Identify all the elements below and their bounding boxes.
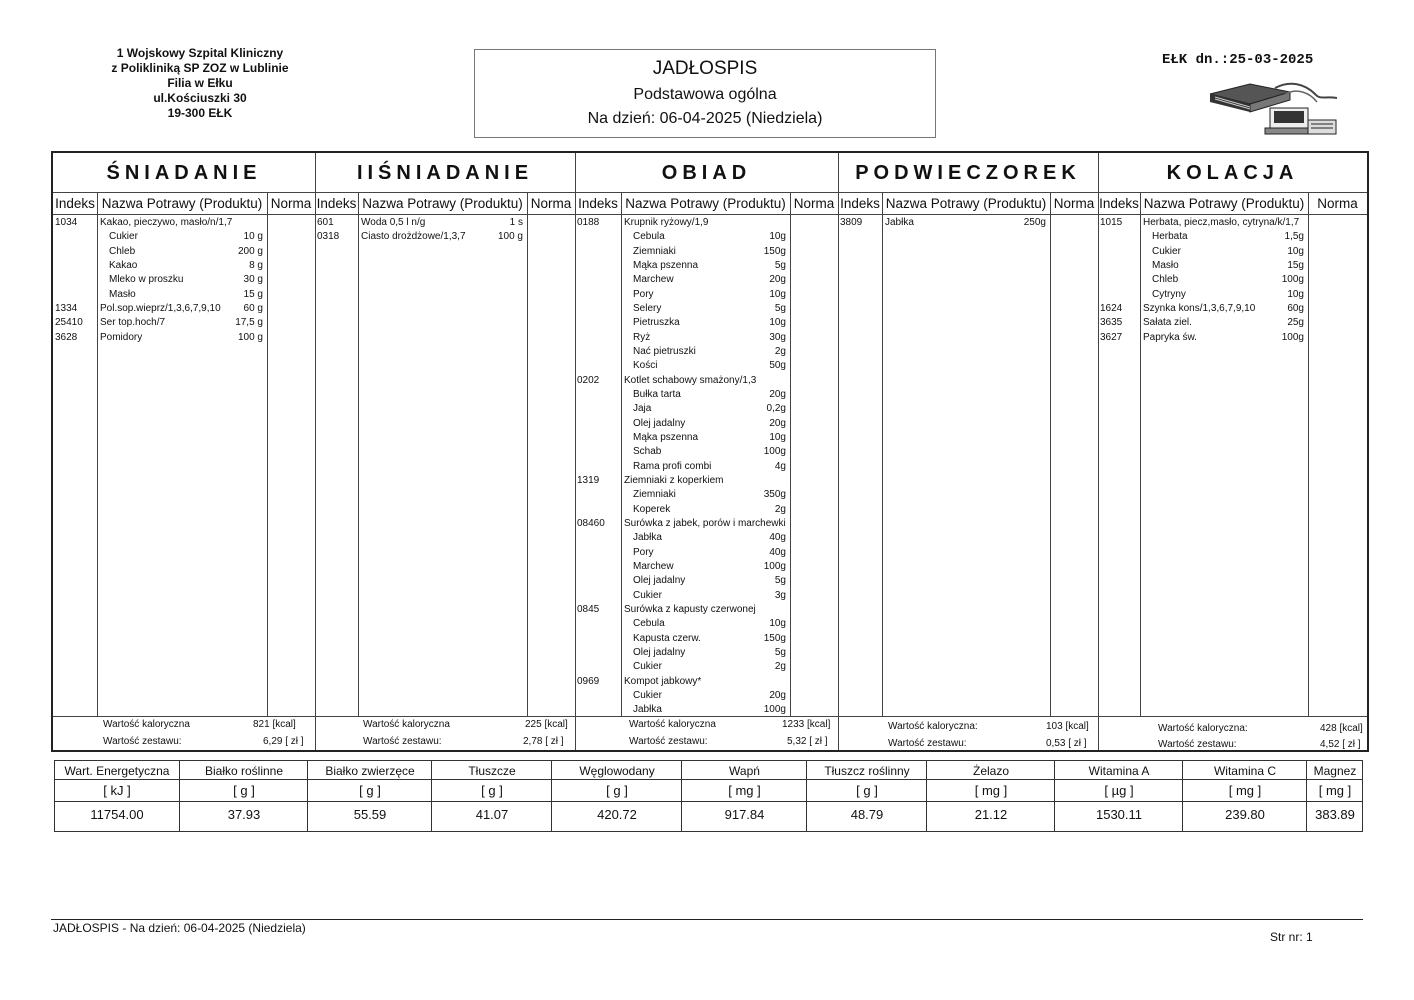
hospital-line: 1 Wojskowy Szpital Kliniczny <box>116 46 284 60</box>
row-name: Marchew <box>633 560 674 572</box>
row-name: Kakao <box>109 259 138 271</box>
meal-title: KOLACJA <box>1098 153 1367 193</box>
row-quantity: 0,2g <box>766 403 786 415</box>
row-name: Pory <box>633 546 654 558</box>
row-quantity: 100g <box>1281 274 1304 286</box>
zestaw-value: 4,52 [ zł ] <box>1320 739 1361 750</box>
row-name: Masło <box>1152 259 1179 271</box>
row-quantity: 2g <box>774 345 786 357</box>
row-quantity: 20g <box>769 388 786 400</box>
kcal-label: Wartość kaloryczna <box>363 719 450 730</box>
row-index: 0318 <box>317 231 340 243</box>
row-quantity: 30g <box>769 331 786 343</box>
row-quantity: 60 g <box>243 302 263 314</box>
column-divider <box>358 193 359 716</box>
col-header-indeks: Indeks <box>838 193 882 215</box>
row-name: Kompot jabkowy* <box>624 675 702 687</box>
nutrient-label: Tłuszcz roślinny <box>824 764 910 778</box>
nutrient-label: Węglowodany <box>579 764 655 778</box>
row-quantity: 20g <box>769 274 786 286</box>
row-name: Ziemniaki z koperkiem <box>624 474 724 486</box>
nutrition-column <box>926 761 1055 831</box>
summary-divider <box>1098 716 1367 717</box>
col-header-nazwa: Nazwa Potrawy (Produktu) <box>621 193 790 215</box>
row-index: 3635 <box>1100 317 1123 329</box>
nutrient-label: Tłuszcze <box>468 764 516 778</box>
zestaw-value: 0,53 [ zł ] <box>1046 738 1087 749</box>
row-name: Olej jadalny <box>633 646 686 658</box>
row-quantity: 10g <box>1287 288 1304 300</box>
nutrient-value: 11754.00 <box>90 807 144 822</box>
diet-name: Podstawowa ogólna <box>633 86 777 103</box>
row-name: Pomidory <box>100 331 143 343</box>
nutrient-unit: [ g ] <box>481 783 503 798</box>
row-name: Szynka kons/1,3,6,7,9,10 <box>1143 302 1256 314</box>
row-quantity: 5g <box>774 575 786 587</box>
zestaw-label: Wartość zestawu: <box>888 738 967 749</box>
meal-title: OBIAD <box>575 153 838 193</box>
nutrient-value: 420.72 <box>597 807 637 822</box>
meal-kolacja <box>1098 153 1367 750</box>
nutrient-unit: [ kJ ] <box>103 783 131 798</box>
row-name: Kakao, pieczywo, masło/n/1,7 <box>100 217 233 228</box>
row-index: 0188 <box>577 217 600 228</box>
kcal-value: 821 [kcal] <box>253 719 296 730</box>
column-divider <box>527 193 528 716</box>
nutrient-unit: [ mg ] <box>974 783 1008 798</box>
row-quantity: 100 g <box>497 231 523 243</box>
row-index: 3809 <box>840 217 863 228</box>
row-name: Mąka pszenna <box>633 431 699 443</box>
col-header-indeks: Indeks <box>575 193 621 215</box>
footer-text: JADŁOSPIS - Na dzień: 06-04-2025 (Niedziela) <box>53 921 306 935</box>
row-name: Cebula <box>633 231 665 243</box>
row-name: Jabłka <box>885 217 914 228</box>
row-quantity: 100 g <box>237 331 263 343</box>
col-header-indeks: Indeks <box>315 193 358 215</box>
nutrient-value: 383.89 <box>1315 807 1355 822</box>
row-name: Krupnik ryżowy/1,9 <box>624 217 709 228</box>
row-name: Cukier <box>633 689 662 701</box>
col-header-norma: Norma <box>527 193 575 215</box>
row-index: 3628 <box>55 331 78 343</box>
row-index: 3627 <box>1100 331 1123 343</box>
kcal-label: Wartość kaloryczna <box>103 719 190 730</box>
meal-ii-sniadanie <box>315 153 575 750</box>
row-index: 0845 <box>577 603 600 615</box>
column-divider <box>790 193 791 716</box>
zestaw-value: 6,29 [ zł ] <box>263 736 304 747</box>
menu-table <box>51 151 1369 752</box>
row-index: 1015 <box>1100 217 1123 228</box>
meal-obiad <box>575 153 838 750</box>
row-name: Sałata ziel. <box>1143 317 1192 329</box>
meal-sniadanie <box>53 153 315 750</box>
row-name: Chleb <box>1152 274 1179 286</box>
column-divider <box>97 193 98 716</box>
row-quantity: 10 g <box>243 231 263 243</box>
summary-divider <box>575 716 838 717</box>
row-quantity: 250g <box>1023 217 1046 228</box>
row-quantity: 17,5 g <box>235 317 263 329</box>
row-quantity: 10g <box>1287 245 1304 257</box>
row-name: Nać pietruszki <box>633 345 696 357</box>
row-name: Cukier <box>633 589 662 601</box>
title-box <box>474 49 936 138</box>
column-divider <box>267 193 268 716</box>
nutrient-label: Wapń <box>729 764 760 778</box>
nutrition-column <box>431 761 552 831</box>
nutrient-label: Magnez <box>1313 764 1357 778</box>
row-name: Ser top.hoch/7 <box>100 317 166 329</box>
row-name: Cukier <box>109 231 138 243</box>
row-index: 1034 <box>55 217 78 228</box>
col-header-indeks: Indeks <box>53 193 97 215</box>
nutrient-unit: [ g ] <box>606 783 628 798</box>
hospital-line: 19-300 EŁK <box>167 106 233 120</box>
column-divider <box>1308 193 1309 716</box>
nutrient-unit: [ mg ] <box>728 783 761 798</box>
nutrient-label: Witamina A <box>1088 764 1150 778</box>
col-header-norma: Norma <box>1308 193 1367 215</box>
nutrition-column <box>1054 761 1183 831</box>
nutrient-label: Białko roślinne <box>204 764 284 778</box>
summary-divider <box>838 716 1098 717</box>
kcal-label: Wartość kaloryczna <box>629 719 716 730</box>
row-name: Rama profi combi <box>633 460 712 472</box>
nutrient-value: 37.93 <box>227 807 261 822</box>
row-name: Pol.sop.wieprz/1,3,6,7,9,10 <box>100 302 221 314</box>
row-quantity: 2g <box>774 503 786 515</box>
row-quantity: 20g <box>769 417 786 429</box>
row-name: Ziemniaki <box>633 489 676 501</box>
row-quantity: 100g <box>1281 331 1304 343</box>
nutrient-unit: [ g ] <box>233 783 255 798</box>
row-name: Ciasto drożdżowe/1,3,7 <box>361 231 466 243</box>
row-quantity: 200 g <box>237 245 263 257</box>
row-quantity: 60g <box>1287 302 1304 314</box>
nutrient-value: 239.80 <box>1225 807 1265 822</box>
nutrient-value: 21.12 <box>974 807 1008 822</box>
row-quantity: 100g <box>763 446 786 458</box>
col-header-nazwa: Nazwa Potrawy (Produktu) <box>882 193 1050 215</box>
column-divider <box>882 193 883 716</box>
kcal-value: 428 [kcal] <box>1320 723 1363 734</box>
row-quantity: 15 g <box>243 288 263 300</box>
nutrient-unit: [ g ] <box>359 783 381 798</box>
row-index: 25410 <box>55 317 83 329</box>
nutrient-value: 41.07 <box>475 807 509 822</box>
meal-podwieczorek <box>838 153 1098 750</box>
row-quantity: 350g <box>763 489 786 501</box>
row-name: Olej jadalny <box>633 575 686 587</box>
row-quantity: 30 g <box>243 274 263 286</box>
zestaw-value: 2,78 [ zł ] <box>523 736 564 747</box>
row-name: Surówka z jabek, porów i marchewki <box>624 517 786 529</box>
row-name: Jabłka <box>633 532 662 544</box>
nutrition-column <box>307 761 432 831</box>
nutrition-column <box>551 761 682 831</box>
row-name: Cebula <box>633 618 665 630</box>
row-name: Koperek <box>633 503 671 515</box>
row-name: Cukier <box>1152 245 1181 257</box>
col-header-nazwa: Nazwa Potrawy (Produktu) <box>1140 193 1308 215</box>
row-name: Papryka św. <box>1143 331 1197 343</box>
row-quantity: 10g <box>769 431 786 443</box>
row-quantity: 10g <box>769 317 786 329</box>
row-name: Selery <box>633 302 662 314</box>
nutrition-column <box>55 761 179 831</box>
row-name: Pietruszka <box>633 317 680 329</box>
nutrition-column <box>1182 761 1307 831</box>
row-name: Kotlet schabowy smażony/1,3 <box>624 374 757 386</box>
row-quantity: 3g <box>774 589 786 601</box>
kcal-label: Wartość kaloryczna: <box>888 721 978 732</box>
row-index: 1624 <box>1100 302 1123 314</box>
column-divider <box>1140 193 1141 716</box>
row-quantity: 10g <box>769 288 786 300</box>
nutrient-value: 55.59 <box>353 807 387 822</box>
row-name: Cytryny <box>1152 288 1186 300</box>
zestaw-label: Wartość zestawu: <box>103 736 182 747</box>
summary-divider <box>315 716 575 717</box>
row-index: 1319 <box>577 474 600 486</box>
row-name: Masło <box>109 288 136 300</box>
row-quantity: 10g <box>769 231 786 243</box>
row-quantity: 5g <box>774 646 786 658</box>
row-index: 0969 <box>577 675 600 687</box>
row-name: Olej jadalny <box>633 417 686 429</box>
nutrition-column <box>806 761 927 831</box>
row-quantity: 40g <box>769 546 786 558</box>
nutrient-unit: [ mg ] <box>1228 783 1262 798</box>
row-quantity: 1 s <box>509 217 523 228</box>
meal-title: PODWIECZOREK <box>838 153 1098 193</box>
row-quantity: 20g <box>769 689 786 701</box>
row-name: Chleb <box>109 245 136 257</box>
nutrition-column <box>1306 761 1363 831</box>
hospital-address <box>95 46 305 121</box>
column-divider <box>1050 193 1051 716</box>
nutrition-column <box>179 761 308 831</box>
hospital-line: ul.Kościuszki 30 <box>153 91 247 105</box>
row-name: Bułka tarta <box>633 388 681 400</box>
book-computer-logo <box>1205 80 1345 136</box>
row-name: Herbata <box>1152 231 1188 243</box>
row-quantity: 100g <box>763 560 786 572</box>
nutrient-label: Białko zwierzęce <box>325 764 415 778</box>
kcal-label: Wartość kaloryczna: <box>1158 723 1248 734</box>
row-name: Kapusta czerw. <box>633 632 701 644</box>
col-header-norma: Norma <box>1050 193 1098 215</box>
row-quantity: 25g <box>1287 317 1304 329</box>
zestaw-label: Wartość zestawu: <box>363 736 442 747</box>
row-name: Ryż <box>633 331 651 343</box>
col-header-nazwa: Nazwa Potrawy (Produktu) <box>358 193 527 215</box>
row-index: 601 <box>317 217 334 228</box>
meal-title: ŚNIADANIE <box>53 153 315 193</box>
menu-date: Na dzień: 06-04-2025 (Niedziela) <box>587 110 823 127</box>
row-name: Marchew <box>633 274 674 286</box>
nutrient-unit: [ mg ] <box>1318 783 1352 798</box>
row-index: 1334 <box>55 302 78 314</box>
row-quantity: 5g <box>774 259 786 271</box>
row-name: Jabłka <box>633 704 662 716</box>
row-quantity: 150g <box>763 632 786 644</box>
row-name: Jaja <box>633 403 652 415</box>
zestaw-label: Wartość zestawu: <box>629 736 708 747</box>
row-name: Cukier <box>633 661 662 673</box>
row-quantity: 40g <box>769 532 786 544</box>
row-quantity: 10g <box>769 618 786 630</box>
kcal-value: 1233 [kcal] <box>782 719 831 730</box>
nutrient-label: Wart. Energetyczna <box>64 764 170 778</box>
col-header-norma: Norma <box>267 193 315 215</box>
page-number: Str nr: 1 <box>1270 930 1313 944</box>
page-title: JADŁOSPIS <box>652 58 758 79</box>
nutrient-label: Żelazo <box>972 764 1010 778</box>
nutrient-value: 48.79 <box>850 807 884 822</box>
col-header-nazwa: Nazwa Potrawy (Produktu) <box>97 193 267 215</box>
kcal-value: 103 [kcal] <box>1046 721 1089 732</box>
row-name: Mleko w proszku <box>109 274 184 286</box>
col-header-indeks: Indeks <box>1098 193 1140 215</box>
zestaw-label: Wartość zestawu: <box>1158 739 1237 750</box>
row-name: Woda 0,5 l n/g <box>361 217 426 228</box>
row-index: 08460 <box>577 517 605 529</box>
hospital-line: z Polikliniką SP ZOZ w Lublinie <box>111 61 289 75</box>
nutrient-unit: [ µg ] <box>1104 783 1134 798</box>
row-quantity: 1,5g <box>1284 231 1304 243</box>
row-name: Herbata, piecz,masło, cytryna/k/1,7 <box>1143 217 1300 228</box>
row-quantity: 5g <box>774 302 786 314</box>
row-quantity: 4g <box>774 460 786 472</box>
row-name: Mąka pszenna <box>633 259 699 271</box>
meal-title: IIŚNIADANIE <box>315 153 575 193</box>
row-quantity: 150g <box>763 245 786 257</box>
row-index: 0202 <box>577 374 600 386</box>
row-quantity: 15g <box>1287 259 1304 271</box>
row-quantity: 100g <box>763 704 786 716</box>
nutrient-value: 917.84 <box>724 807 765 822</box>
row-name: Kości <box>633 360 658 372</box>
nutrition-column <box>681 761 807 831</box>
column-divider <box>621 193 622 716</box>
row-name: Surówka z kapusty czerwonej <box>624 603 756 615</box>
row-name: Ziemniaki <box>633 245 676 257</box>
kcal-value: 225 [kcal] <box>525 719 568 730</box>
row-name: Schab <box>633 446 662 458</box>
row-name: Pory <box>633 288 654 300</box>
zestaw-value: 5,32 [ zł ] <box>787 736 828 747</box>
nutrient-label: Witamina C <box>1213 764 1276 778</box>
nutrient-value: 1530.11 <box>1095 807 1143 822</box>
summary-divider <box>53 716 315 717</box>
row-quantity: 50g <box>769 360 786 372</box>
hospital-line: Filia w Ełku <box>167 76 233 90</box>
footer-divider <box>51 919 1363 920</box>
row-quantity: 2g <box>774 661 786 673</box>
row-quantity: 8 g <box>249 259 263 271</box>
col-header-norma: Norma <box>790 193 838 215</box>
issue-date: EŁK dn.:25-03-2025 <box>1162 52 1314 68</box>
nutrition-table <box>54 760 1363 832</box>
nutrient-unit: [ g ] <box>856 783 878 798</box>
